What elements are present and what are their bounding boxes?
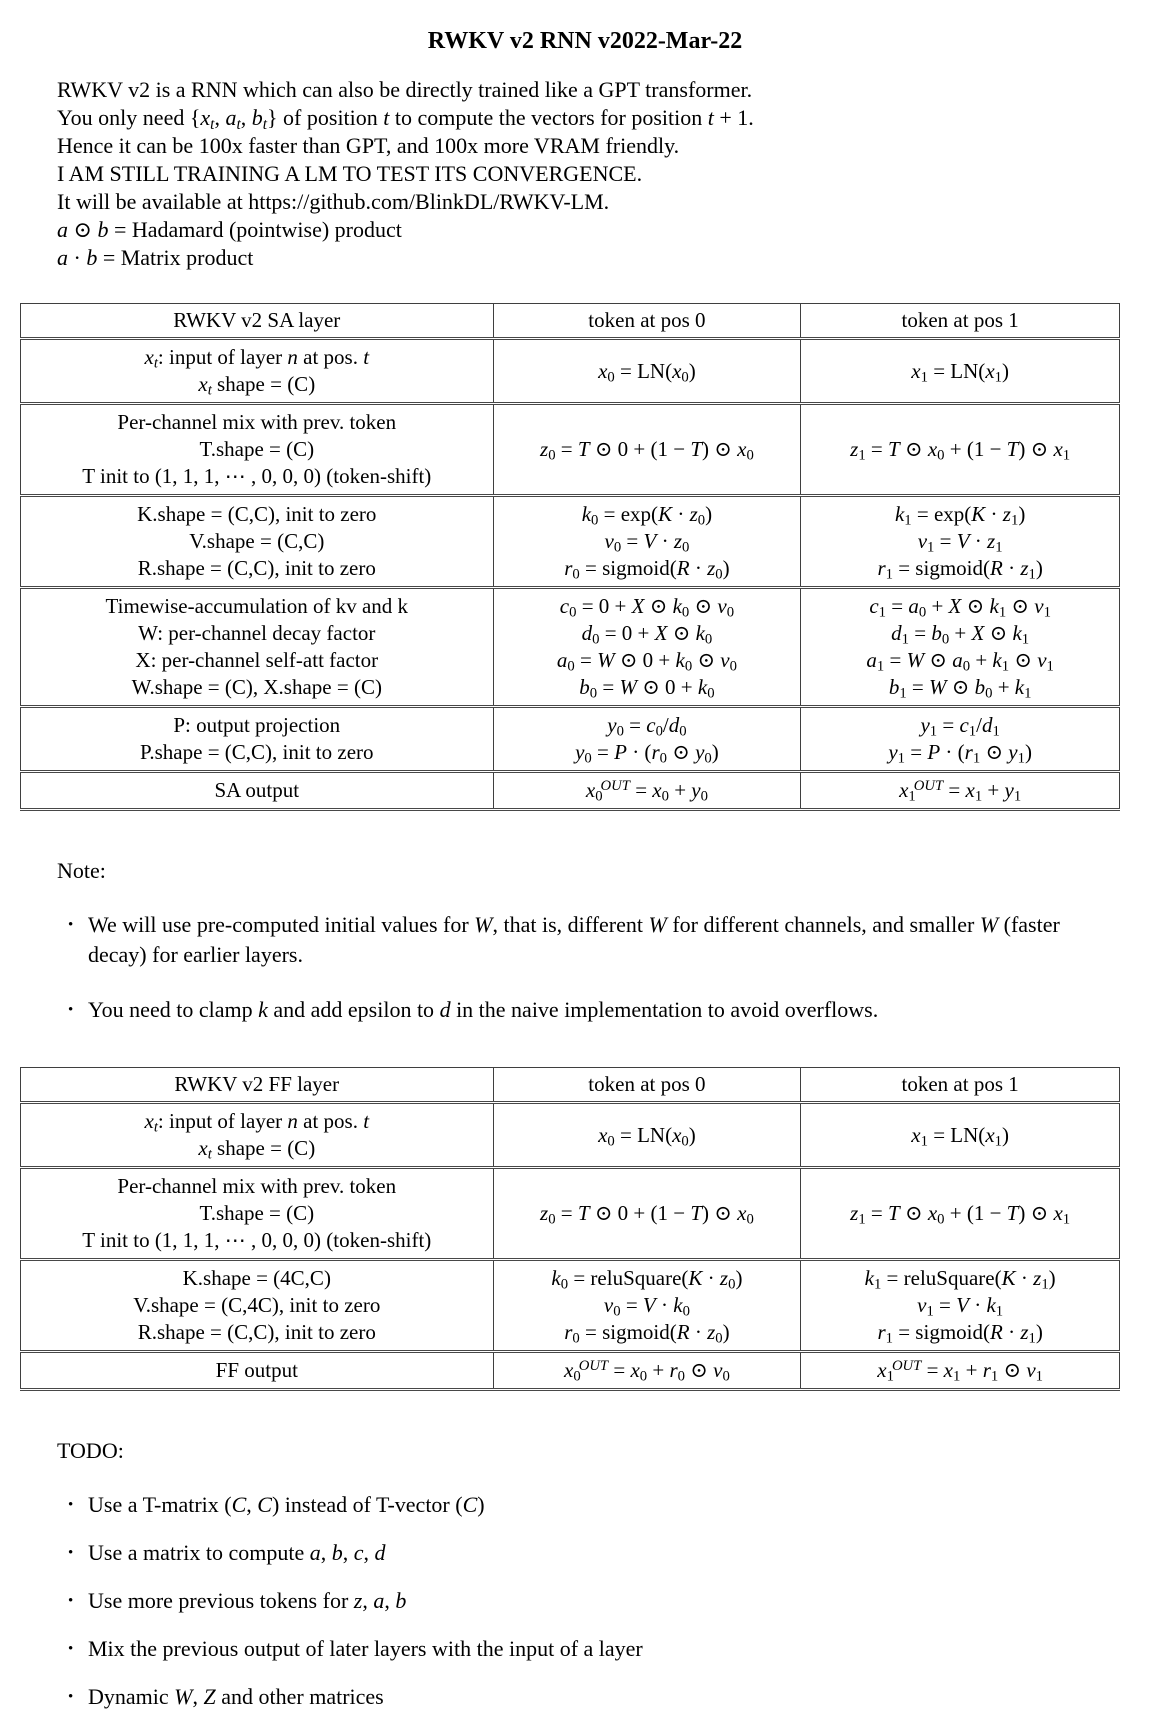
equation-line: $x_1 = LN(x_1)$ [911, 358, 1009, 386]
note-bullet [68, 995, 1090, 1025]
label-line: X: per-channel self-att factor [135, 648, 379, 672]
equation-line: $v_0 = V \cdot z_0$ [604, 529, 690, 556]
equation-line: $z_1 = T$ ⊙ $x_0 + (1 - T)$ ⊙ $x_1$ [850, 437, 1071, 464]
label-line: T init to (1, 1, 1, ⋯ , 0, 0, 0) (token-shift) [82, 464, 432, 488]
ff-header-pos0: token at pos 0 [493, 1068, 801, 1103]
pos1-cell [801, 772, 1120, 810]
pos0-cell [493, 707, 801, 772]
note-list [68, 910, 1090, 1025]
todo-bullet-text: Use a T-matrix (C, C) instead of T-vector (C) [88, 1492, 485, 1517]
table-row-ff-output [21, 1352, 1120, 1390]
label-line: W.shape = (C), X.shape = (C) [131, 675, 382, 699]
label-line: T.shape = (C) [199, 1201, 315, 1225]
note-bullet [68, 910, 1090, 970]
row-label-cell [21, 496, 494, 588]
todo-bullet-text: Use a matrix to compute a, b, c, d [88, 1540, 386, 1565]
equation-line: $r_0$ = sigmoid(R · $z_0$) [564, 556, 730, 583]
pos1-cell [801, 707, 1120, 772]
intro-line: Hence it can be 100x faster than GPT, and 100x more VRAM friendly. [57, 133, 680, 158]
equation-line: $r_1$ = sigmoid(R · $z_1$) [877, 556, 1043, 583]
equation-line: $d_0 = 0 + X$ ⊙ $k_0$ [581, 621, 713, 648]
row-label-cell [21, 588, 494, 707]
ff-header-layer: RWKV v2 FF layer [21, 1068, 494, 1103]
ff-header-pos1: token at pos 1 [801, 1068, 1120, 1103]
equation-line: $v_0 = V \cdot k_0$ [603, 1293, 690, 1320]
label-line: SA output [214, 778, 300, 802]
sa-header-pos0: token at pos 0 [493, 304, 801, 339]
equation-line: $k_1$ = reluSquare(K · $z_1$) [864, 1266, 1056, 1293]
note-bullet-text: We will use pre-computed initial values for W, that is, different W for different channels, and smaller W (faster decay) for earlier layers. [88, 912, 1060, 967]
equation-line: $d_1 = b_0 + X$ ⊙ $k_1$ [891, 621, 1030, 648]
label-line: K.shape = (4C,C) [182, 1266, 331, 1290]
bullet-dot: • [68, 917, 74, 933]
table-row-token-shift [21, 1168, 1120, 1260]
label-line: $x_t$ shape = (C) [198, 372, 316, 399]
pos1-cell [801, 1352, 1120, 1390]
pos0-cell [493, 772, 801, 810]
label-line: K.shape = (C,C), init to zero [137, 502, 377, 526]
row-label-cell [21, 404, 494, 496]
label-line: T.shape = (C) [199, 437, 315, 461]
pos1-cell [801, 588, 1120, 707]
todo-bullet [68, 1634, 1090, 1664]
sa-table-header-row [21, 304, 1120, 339]
equation-line: $k_1 = \exp(K \cdot z_1)$ [894, 502, 1026, 529]
table-row-kvr [21, 1260, 1120, 1352]
intro-paragraph [57, 76, 1130, 272]
label-line: V.shape = (C,C) [189, 529, 325, 553]
todo-bullet-text: Use more previous tokens for z, a, b [88, 1588, 407, 1613]
table-row-projection [21, 707, 1120, 772]
equation-line: $z_1 = T$ ⊙ $x_0 + (1 - T)$ ⊙ $x_1$ [850, 1201, 1071, 1228]
pos0-cell [493, 496, 801, 588]
bullet-dot: • [68, 1689, 74, 1705]
pos0-cell [493, 404, 801, 496]
label-line: R.shape = (C,C), init to zero [137, 556, 376, 580]
bullet-dot: • [68, 1002, 74, 1018]
row-label-cell [21, 1168, 494, 1260]
intro-line-hadamard-def: a ⊙ b = Hadamard (pointwise) product [57, 217, 402, 242]
label-line: W: per-channel decay factor [138, 621, 376, 645]
todo-list [68, 1490, 1090, 1712]
todo-bullet-text: Mix the previous output of later layers with the input of a layer [88, 1636, 643, 1661]
intro-line-matrix-def: a · b = Matrix product [57, 245, 254, 270]
pos1-cell [801, 339, 1120, 404]
equation-line: $k_0 = \exp(K \cdot z_0)$ [581, 502, 713, 529]
pos0-cell [493, 1352, 801, 1390]
sa-header-layer: RWKV v2 SA layer [21, 304, 494, 339]
todo-bullet [68, 1538, 1090, 1568]
row-label-cell [21, 707, 494, 772]
row-label-cell [21, 1352, 494, 1390]
equation-line: $v_1 = V \cdot k_1$ [917, 1293, 1004, 1320]
ff-layer-table [20, 1067, 1120, 1391]
label-line: Per-channel mix with prev. token [117, 1174, 397, 1198]
label-line: $x_t$ shape = (C) [198, 1136, 316, 1163]
equation-line: $c_0 = 0 + X$ ⊙ $k_0$ ⊙ $v_0$ [559, 594, 735, 621]
bullet-dot: • [68, 1545, 74, 1561]
pos1-cell [801, 1103, 1120, 1168]
equation-line: $y_0 = P \cdot (r_0$ ⊙ $y_0$) [575, 740, 719, 767]
label-line: R.shape = (C,C), init to zero [137, 1320, 376, 1344]
label-line: FF output [215, 1358, 298, 1382]
todo-bullet [68, 1490, 1090, 1520]
equation-line: $x_0 = LN(x_0)$ [598, 1122, 696, 1150]
pos0-cell [493, 339, 801, 404]
intro-line: RWKV v2 is a RNN which can also be directly trained like a GPT transformer. [57, 77, 753, 102]
pos0-cell [493, 588, 801, 707]
pos0-cell [493, 1260, 801, 1352]
equation-line: $a_1 = W$ ⊙ $a_0 + k_1$ ⊙ $v_1$ [866, 648, 1054, 675]
pos1-cell [801, 1168, 1120, 1260]
todo-heading: TODO: [57, 1438, 124, 1463]
bullet-dot: • [68, 1641, 74, 1657]
equation-line: $v_1 = V \cdot z_1$ [917, 529, 1003, 556]
sa-header-pos1: token at pos 1 [801, 304, 1120, 339]
ff-table-header-row [21, 1068, 1120, 1103]
label-line: $x_t$: input of layer n at pos. t [144, 1109, 370, 1136]
table-row-input [21, 1103, 1120, 1168]
bullet-dot: • [68, 1497, 74, 1513]
label-line: V.shape = (C,4C), init to zero [133, 1293, 381, 1317]
equation-line: $r_0$ = sigmoid(R · $z_0$) [564, 1320, 730, 1347]
page-title: RWKV v2 RNN v2022-Mar-22 [427, 28, 743, 54]
label-line: P: output projection [173, 713, 341, 737]
note-heading: Note: [57, 858, 106, 883]
table-row-timewise [21, 588, 1120, 707]
equation-line: $x_1 = LN(x_1)$ [911, 1122, 1009, 1150]
equation-line: $k_0$ = reluSquare(K · $z_0$) [551, 1266, 743, 1293]
equation-line: $x_1^{OUT} = x_1 + y_1$ [899, 777, 1022, 805]
equation-line: $b_1 = W$ ⊙ $b_0 + k_1$ [888, 675, 1032, 702]
equation-line: $x_0 = LN(x_0)$ [598, 358, 696, 386]
label-line: Per-channel mix with prev. token [117, 410, 397, 434]
intro-line: I AM STILL TRAINING A LM TO TEST ITS CONVERGENCE. [57, 161, 643, 186]
table-row-input [21, 339, 1120, 404]
row-label-cell [21, 1103, 494, 1168]
equation-line: $x_1^{OUT} = x_1 + r_1$ ⊙ $v_1$ [877, 1357, 1043, 1385]
equation-line: $y_1 = c_1/d_1$ [920, 713, 1000, 740]
label-line: $x_t$: input of layer n at pos. t [144, 345, 370, 372]
equation-line: $z_0 = T$ ⊙ 0 + (1 − T) ⊙ $x_0$ [540, 1201, 754, 1228]
pos1-cell [801, 496, 1120, 588]
pos0-cell [493, 1103, 801, 1168]
equation-line: $x_0^{OUT} = x_0 + r_0$ ⊙ $v_0$ [564, 1357, 730, 1385]
label-line: Timewise-accumulation of kv and k [105, 594, 409, 618]
equation-line: $y_1 = P \cdot (r_1$ ⊙ $y_1$) [888, 740, 1032, 767]
pos1-cell [801, 404, 1120, 496]
equation-line: $a_0 = W$ ⊙ $0 + k_0$ ⊙ $v_0$ [556, 648, 737, 675]
table-row-token-shift [21, 404, 1120, 496]
pos0-cell [493, 1168, 801, 1260]
todo-bullet [68, 1586, 1090, 1616]
table-row-sa-output [21, 772, 1120, 810]
intro-line: You only need {$x_t$, $a_t$, $b_t$} of position t to compute the vectors for position t + 1. [57, 105, 754, 133]
equation-line: $c_1 = a_0 + X$ ⊙ $k_1$ ⊙ $v_1$ [869, 594, 1051, 621]
label-line: P.shape = (C,C), init to zero [140, 740, 374, 764]
table-row-kvr [21, 496, 1120, 588]
pos1-cell [801, 1260, 1120, 1352]
label-line: T init to (1, 1, 1, ⋯ , 0, 0, 0) (token-shift) [82, 1228, 432, 1252]
equation-line: $z_0 = T$ ⊙ 0 + (1 − T) ⊙ $x_0$ [540, 437, 754, 464]
equation-line: $b_0 = W$ ⊙ $0 + k_0$ [579, 675, 715, 702]
todo-bullet [68, 1682, 1090, 1712]
row-label-cell [21, 339, 494, 404]
note-bullet-text: You need to clamp k and add epsilon to d in the naive implementation to avoid overflows. [88, 997, 879, 1022]
equation-line: $y_0 = c_0/d_0$ [607, 713, 687, 740]
row-label-cell [21, 772, 494, 810]
equation-line: $r_1$ = sigmoid(R · $z_1$) [877, 1320, 1043, 1347]
todo-bullet-text: Dynamic W, Z and other matrices [88, 1684, 384, 1709]
row-label-cell [21, 1260, 494, 1352]
bullet-dot: • [68, 1593, 74, 1609]
equation-line: $x_0^{OUT} = x_0 + y_0$ [585, 777, 708, 805]
sa-layer-table [20, 303, 1120, 811]
intro-line-url: It will be available at https://github.com/BlinkDL/RWKV-LM. [57, 189, 610, 214]
